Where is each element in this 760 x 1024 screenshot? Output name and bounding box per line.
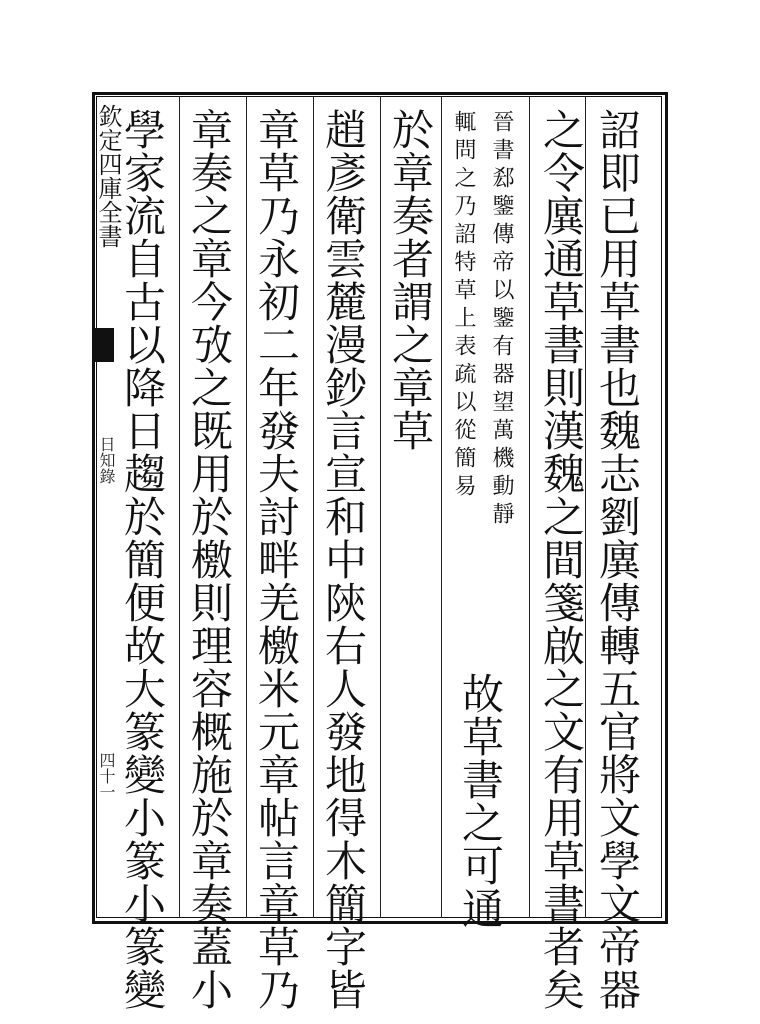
text-column-2: 之令廙通草書則漢魏之間箋啟之文有用草書者矣 <box>537 108 586 1011</box>
text-column-4: 於章奏者謂之章草 <box>386 108 435 452</box>
column-rule <box>380 96 381 918</box>
column-rule <box>179 96 180 918</box>
text-column-7: 章奏之章今攷之既用於檄則理容概施於章奏蓋小 <box>185 108 234 1011</box>
column-rule <box>441 96 442 918</box>
annotation-column-2: 輒問之乃詔特草上表疏以從簡易 <box>451 110 476 502</box>
text-column-5: 趙彥衛雲麓漫鈔言宣和中陝右人發地得木簡字皆 <box>319 108 368 1011</box>
column-rule <box>529 96 530 918</box>
text-column-8: 學家流自古以降日趨於簡便故大篆變小篆小篆變 <box>118 108 167 1011</box>
column-rule <box>313 96 314 918</box>
text-column-1: 詔即已用草書也魏志劉廙傳轉五官將文學文帝器 <box>593 108 642 1011</box>
text-column-6: 章草乃永初二年發夫討畔羌檄米元章帖言章草乃 <box>252 108 301 1011</box>
annotation-column-1: 晉書郄鑒傳帝以鑒有器望萬機動靜 <box>489 110 514 530</box>
margin-header: 欽定四庫全書 <box>94 104 122 248</box>
book-title: 日知錄 <box>97 436 116 484</box>
fish-tail-mark <box>92 328 114 362</box>
page-number: 四十一 <box>97 752 116 800</box>
column-rule <box>246 96 247 918</box>
text-column-3-continuation: 故草書之可通 <box>456 672 505 930</box>
